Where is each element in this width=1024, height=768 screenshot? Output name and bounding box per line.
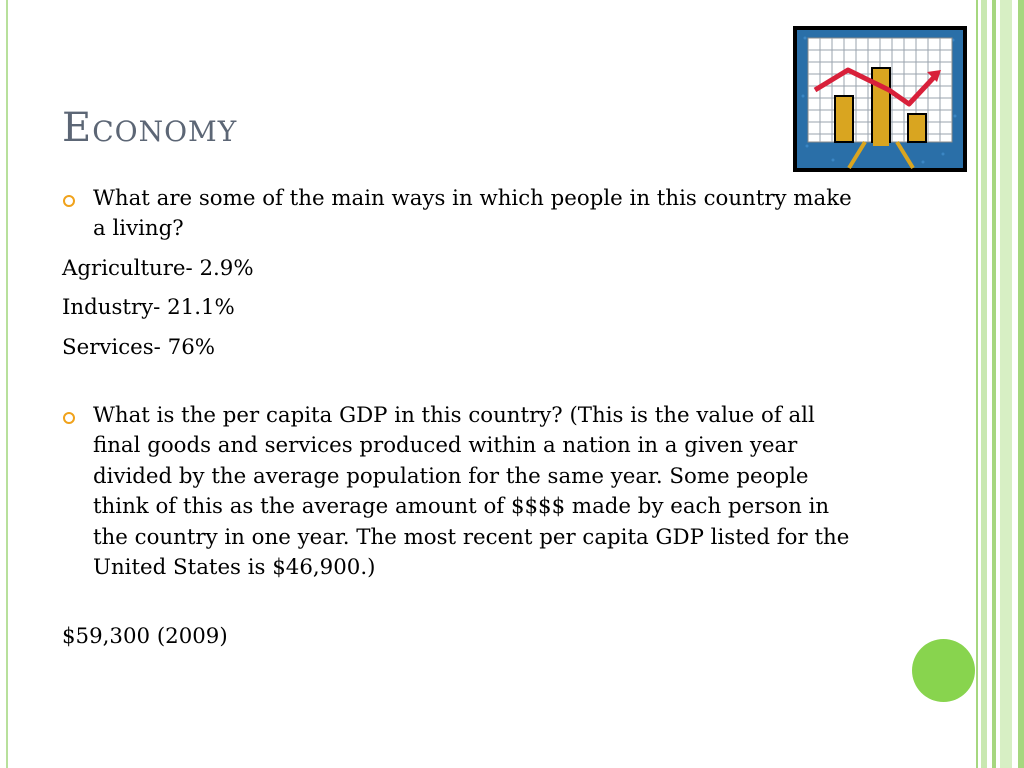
right-stripe [992, 0, 996, 768]
sector-services: Services- 76% [62, 334, 215, 360]
right-stripe [976, 0, 978, 768]
left-border-line [6, 0, 8, 768]
sector-agriculture: Agriculture- 2.9% [62, 255, 254, 281]
right-stripe [1000, 0, 1012, 768]
right-stripe [981, 0, 987, 768]
decorative-green-circle [912, 639, 975, 702]
gdp-answer: $59,300 (2009) [62, 624, 228, 650]
sector-industry: Industry- 21.1% [62, 295, 235, 321]
right-stripe [1018, 0, 1024, 768]
chart-presentation-icon [793, 26, 967, 172]
slide-title: Economy [62, 105, 238, 151]
bullet-item [62, 401, 862, 583]
bullet-text: What are some of the main ways in which people in this country make a living? [93, 186, 852, 242]
bullet-icon [63, 195, 75, 207]
slide-body [62, 184, 862, 653]
bullet-item [62, 184, 862, 245]
bullet-text: What is the per capita GDP in this country? (This is the value of all final goods and services produced within a nation in a given year divided by the average population for the same year. Some people think of this as the average amount of $$$$ made by each person in the country in one year. The most recent per capita GDP listed for the United States is $46,900.) [93, 403, 850, 581]
bullet-icon [63, 412, 75, 424]
